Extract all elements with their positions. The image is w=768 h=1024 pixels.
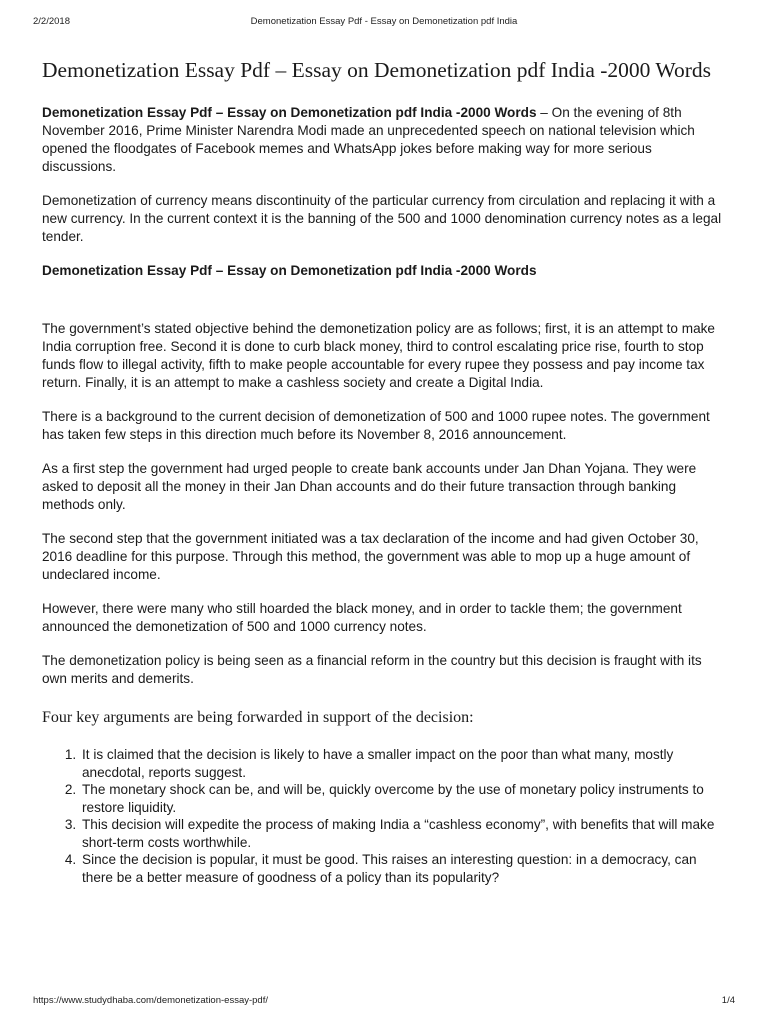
list-item: 1. It is claimed that the decision is likely to have a smaller impact on the poor than what many, mostly anecdotal, reports suggest. (80, 746, 727, 781)
print-header (33, 16, 735, 30)
body-paragraph: As a first step the government had urged people to create bank accounts under Jan Dhan Yojana. They were asked to deposit all the money in their Jan Dhan accounts and do their future transaction through banking methods only. (42, 461, 697, 512)
page-number: 1/4 (721, 995, 735, 1006)
body-paragraph: The demonetization policy is being seen as a financial reform in the country but this decision is fraught with its own merits and demerits. (42, 653, 702, 686)
body-paragraph: There is a background to the current decision of demonetization of 500 and 1000 rupee notes. The government has taken few steps in this direction much before its November 8, 2016 announcement. (42, 409, 710, 442)
print-footer (33, 995, 735, 1009)
list-item: 4. Since the decision is popular, it must be good. This raises an interesting question: in a democracy, can there be a better measure of goodness of a policy than its popularity? (80, 851, 727, 886)
arguments-heading: Four key arguments are being forwarded in support of the decision: (42, 709, 474, 726)
list-item: 3. This decision will expedite the process of making India a “cashless economy”, with benefits that will make short-term costs worthwhile. (80, 816, 727, 851)
print-page-title: Demonetization Essay Pdf - Essay on Demonetization pdf India (250, 16, 518, 27)
body-paragraph: The government’s stated objective behind the demonetization policy are as follows; first, it is an attempt to make India corruption free. Second it is done to curb black money, third to control escalating price rise, fourth to stop funds flow to illegal activity, fifth to make people accountable for every rupee they possess and pay income tax return. Finally, it is an attempt to make a cashless society and create a Digital India. (42, 321, 715, 390)
section-subheading: Demonetization Essay Pdf – Essay on Demonetization pdf India -2000 Words (42, 263, 537, 278)
article (42, 55, 727, 886)
body-paragraph: The second step that the government initiated was a tax declaration of the income and had given October 30, 2016 deadline for this purpose. Through this method, the government was able to mop up a huge amount of undeclared income. (42, 531, 699, 582)
arguments-list (42, 746, 727, 886)
intro-text: – On the evening of 8th November 2016, Prime Minister Narendra Modi made an unprecedented speech on national television which opened the floodgates of Facebook memes and WhatsApp jokes before making way for more serious discussions. (42, 105, 695, 174)
list-item: 2. The monetary shock can be, and will be, quickly overcome by the use of monetary policy instruments to restore liquidity. (80, 781, 727, 816)
print-date: 2/2/2018 (33, 16, 70, 27)
article-title: Demonetization Essay Pdf – Essay on Demonetization pdf India -2000 Words (42, 58, 712, 82)
definition-paragraph: Demonetization of currency means discontinuity of the particular currency from circulation and replacing it with a new currency. In the current context it is the banning of the 500 and 1000 denomination currency notes as a legal tender. (42, 193, 722, 244)
intro-bold-lead: Demonetization Essay Pdf – Essay on Demonetization pdf India -2000 Words (42, 105, 537, 120)
source-url: https://www.studydhaba.com/demonetization-essay-pdf/ (33, 995, 268, 1006)
intro-paragraph (42, 104, 727, 176)
body-paragraph: However, there were many who still hoarded the black money, and in order to tackle them; the government announced the demonetization of 500 and 1000 currency notes. (42, 601, 682, 634)
